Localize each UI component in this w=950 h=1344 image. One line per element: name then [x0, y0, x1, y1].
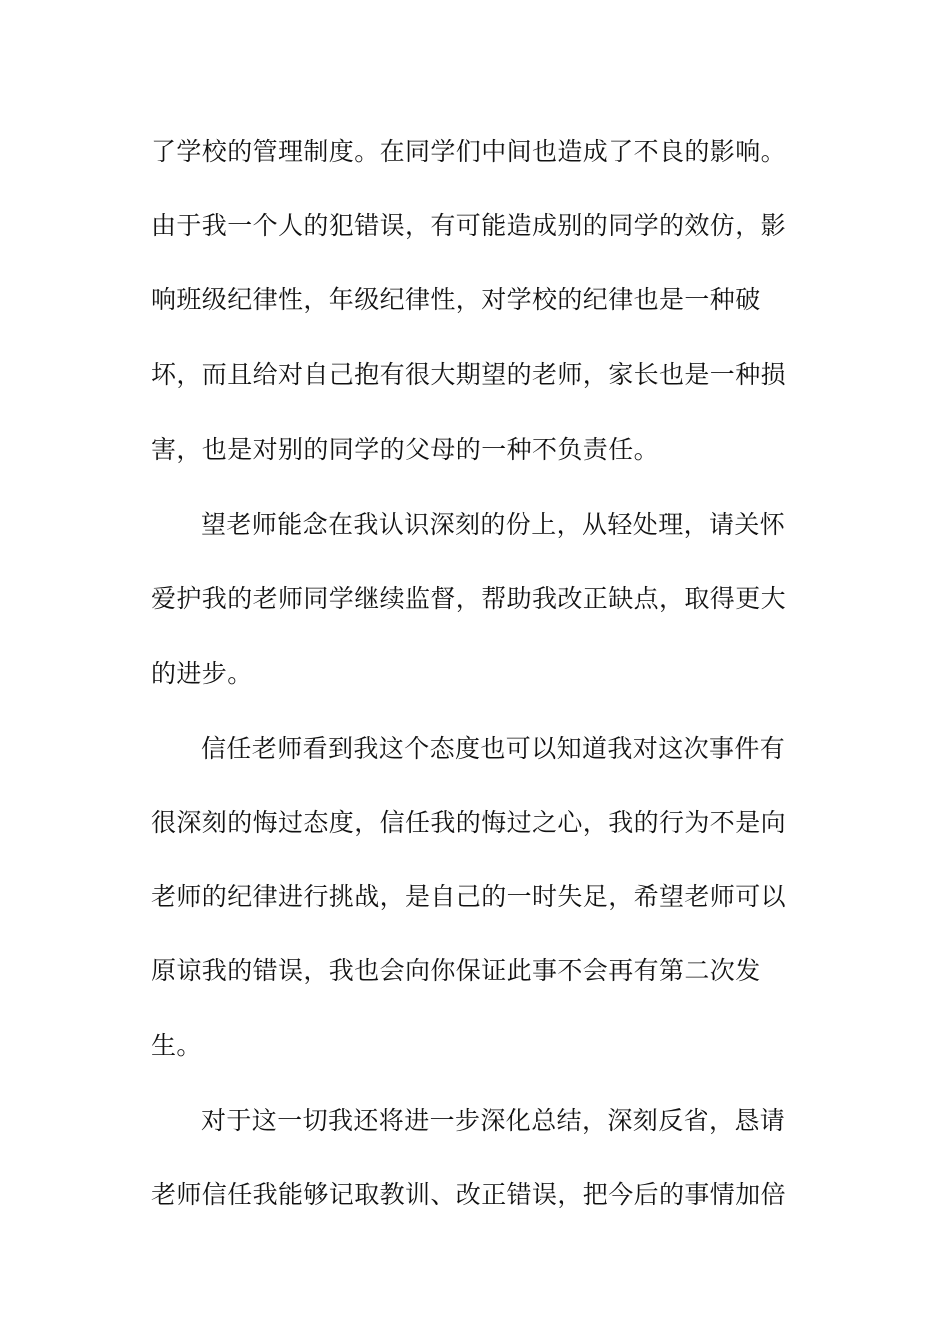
paragraph-line: 响班级纪律性，年级纪律性，对学校的纪律也是一种破 — [151, 285, 761, 314]
paragraph-line: 很深刻的悔过态度，信任我的悔过之心，我的行为不是向 — [151, 808, 787, 837]
paragraph-line: 信任老师看到我这个态度也可以知道我对这次事件有 — [201, 734, 786, 763]
paragraph-line: 坏，而且给对自己抱有很大期望的老师，家长也是一种损 — [151, 360, 787, 389]
paragraph-line: 了学校的管理制度。在同学们中间也造成了不良的影响。 — [151, 137, 787, 166]
paragraph-line: 对于这一切我还将进一步深化总结，深刻反省，恳请 — [201, 1106, 786, 1135]
paragraph-line: 老师的纪律进行挑战，是自己的一时失足，希望老师可以 — [151, 882, 787, 911]
paragraph-line: 老师信任我能够记取教训、改正错误，把今后的事情加倍 — [151, 1180, 787, 1209]
paragraph-line: 害，也是对别的同学的父母的一种不负责任。 — [151, 435, 660, 464]
paragraph-line: 的进步。 — [151, 659, 253, 688]
paragraph-line: 生。 — [151, 1031, 202, 1060]
paragraph-line: 由于我一个人的犯错误，有可能造成别的同学的效仿，影 — [151, 211, 787, 240]
paragraph-line: 爱护我的老师同学继续监督，帮助我改正缺点，取得更大 — [151, 584, 787, 613]
paragraph-line: 原谅我的错误，我也会向你保证此事不会再有第二次发 — [151, 956, 761, 985]
paragraph-line: 望老师能念在我认识深刻的份上，从轻处理，请关怀 — [201, 510, 786, 539]
